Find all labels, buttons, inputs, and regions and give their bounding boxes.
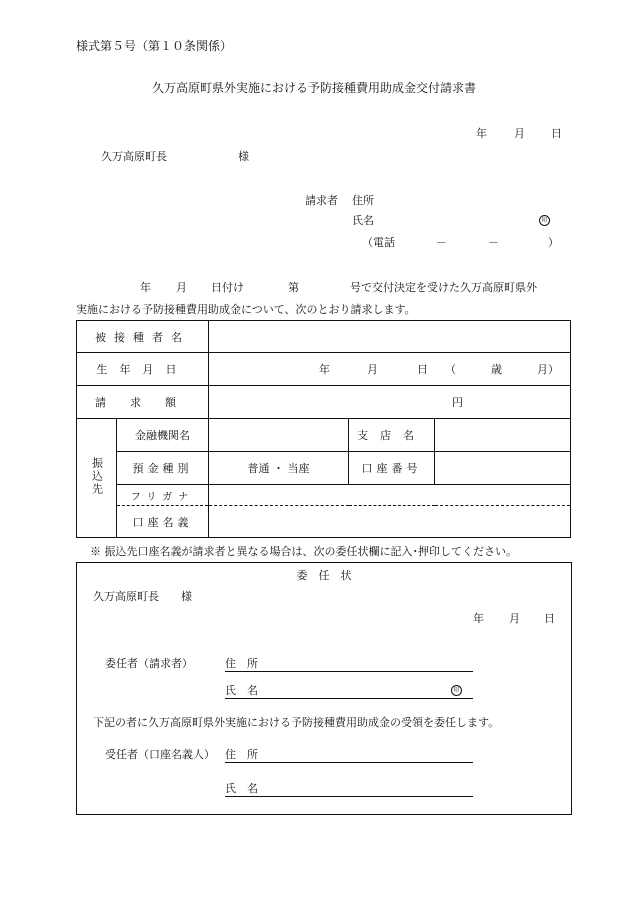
account-number-label: 口座番号 [349,452,435,485]
birth-year: 年 [319,363,330,376]
birth-month: 月 [367,363,378,376]
claim-table [76,320,571,538]
intro-year: 年 [140,281,151,294]
deposit-type-label: 預金種別 [117,452,209,485]
branch-field[interactable] [435,419,571,452]
delegation-statement: 下記の者に久万高原町県外実施における予防接種費用助成金の受領を委任します。 [93,716,500,729]
vaccinee-label: 被接種者名 [77,321,209,353]
addressee-name: 久万高原町長 [101,150,167,163]
phone-dash-2: － [488,236,499,249]
birth-age: 歳 [491,363,502,376]
date-month-label: 月 [514,127,525,140]
proxy-box [76,562,572,815]
vaccinee-field[interactable] [209,321,571,353]
form-number: 様式第５号（第１０条関係） [76,39,233,53]
delegator-address-label: 住 所 [225,657,258,670]
branch-label: 支店名 [349,419,435,452]
bank-name-field[interactable] [209,419,349,452]
delegator-label: 委任者（請求者） [105,657,193,670]
proxy-date-year: 年 [473,612,484,625]
birth-open-paren: （ [445,363,456,376]
delegator-seal-mark: 印 [451,685,462,696]
delegator-name-line[interactable] [225,698,473,699]
proxy-note: ※ 振込先口座名義が請求者と異なる場合は、次の委任状欄に記入･押印してください。 [90,545,517,558]
claimant-seal-mark: 印 [539,215,550,226]
intro-date-suffix: 日付け [211,281,244,294]
date-year-label: 年 [476,127,487,140]
furigana-label: フリガナ [117,485,209,506]
birthdate-field[interactable] [209,353,571,386]
claimant-name-label: 氏名 [352,214,374,227]
delegate-label: 受任者（口座名義人） [105,748,215,761]
delegate-name-line[interactable] [225,796,473,797]
birth-months-close: 月） [537,363,559,376]
intro-no-prefix: 第 [288,281,299,294]
delegator-address-line[interactable] [225,671,473,672]
date-day-label: 日 [551,127,562,140]
bank-name-label: 金融機関名 [117,419,209,452]
account-number-field[interactable] [435,452,571,485]
claimant-address-label: 住所 [352,194,374,207]
amount-label: 請求額 [77,386,209,419]
delegate-address-label: 住 所 [225,748,258,761]
proxy-date-month: 月 [509,612,520,625]
intro-line-2: 実施における予防接種費用助成金について、次のとおり請求します。 [76,303,416,316]
birthdate-label: 生年月日 [77,353,209,386]
phone-open: （電話 [362,236,395,249]
amount-field[interactable] [209,386,571,419]
phone-close: ） [548,236,559,249]
intro-month: 月 [176,281,187,294]
deposit-type-value[interactable]: 普通 ・ 当座 [209,452,349,485]
phone-dash-1: － [436,236,447,249]
proxy-addressee: 久万高原町長 様 [93,590,192,603]
transfer-destination-label [77,419,117,538]
intro-line-1-text: 号で交付決定を受けた久万高原町県外 [350,281,537,294]
account-holder-field[interactable] [209,506,571,538]
proxy-title: 委 任 状 [296,569,352,582]
transfer-label-text: 振込先 [90,457,104,496]
addressee-honorific: 様 [238,150,249,163]
delegate-address-line[interactable] [225,762,473,763]
amount-unit: 円 [452,396,463,409]
delegator-name-label: 氏 名 [225,684,258,697]
account-holder-label: 口座名義 [117,506,209,538]
document-title: 久万高原町県外実施における予防接種費用助成金交付請求書 [152,81,477,95]
claimant-label: 請求者 [305,194,338,207]
furigana-field[interactable] [209,485,571,506]
proxy-date-day: 日 [544,612,555,625]
delegate-name-label: 氏 名 [225,782,258,795]
birth-day: 日 [417,363,428,376]
